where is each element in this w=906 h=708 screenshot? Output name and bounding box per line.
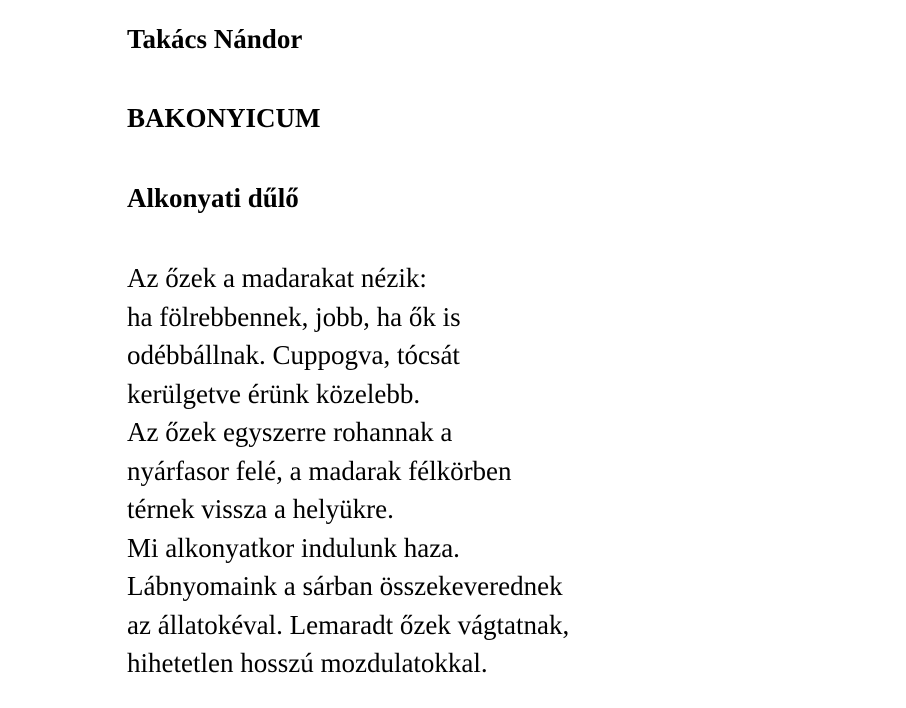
poem-line: odébbállnak. Cuppogva, tócsát [127, 340, 460, 370]
poem-line: Lábnyomaink a sárban összekeverednek [127, 571, 563, 601]
document-page [127, 0, 887, 708]
poem-line: kerülgetve érünk közelebb. [127, 378, 421, 409]
poem-line: Az őzek a madarakat nézik: [127, 263, 427, 293]
poem-line: ha fölrebbennek, jobb, ha ők is [127, 301, 461, 332]
poem-line: nyárfasor felé, a madarak félkörben [127, 455, 512, 486]
collection-title: BAKONYICUM [127, 103, 321, 133]
poem-line: hihetetlen hosszú mozdulatokkal. [127, 648, 488, 678]
poem-title: Alkonyati dűlő [127, 183, 299, 213]
poem-line: Mi alkonyatkor indulunk haza. [127, 532, 460, 563]
poem-line: térnek vissza a helyükre. [127, 494, 394, 524]
poem-body [127, 259, 569, 683]
author-name: Takács Nándor [127, 24, 303, 54]
poem-line: az állatokéval. Lemaradt őzek vágtatnak, [127, 609, 570, 640]
poem-line: Az őzek egyszerre rohannak a [127, 417, 453, 447]
